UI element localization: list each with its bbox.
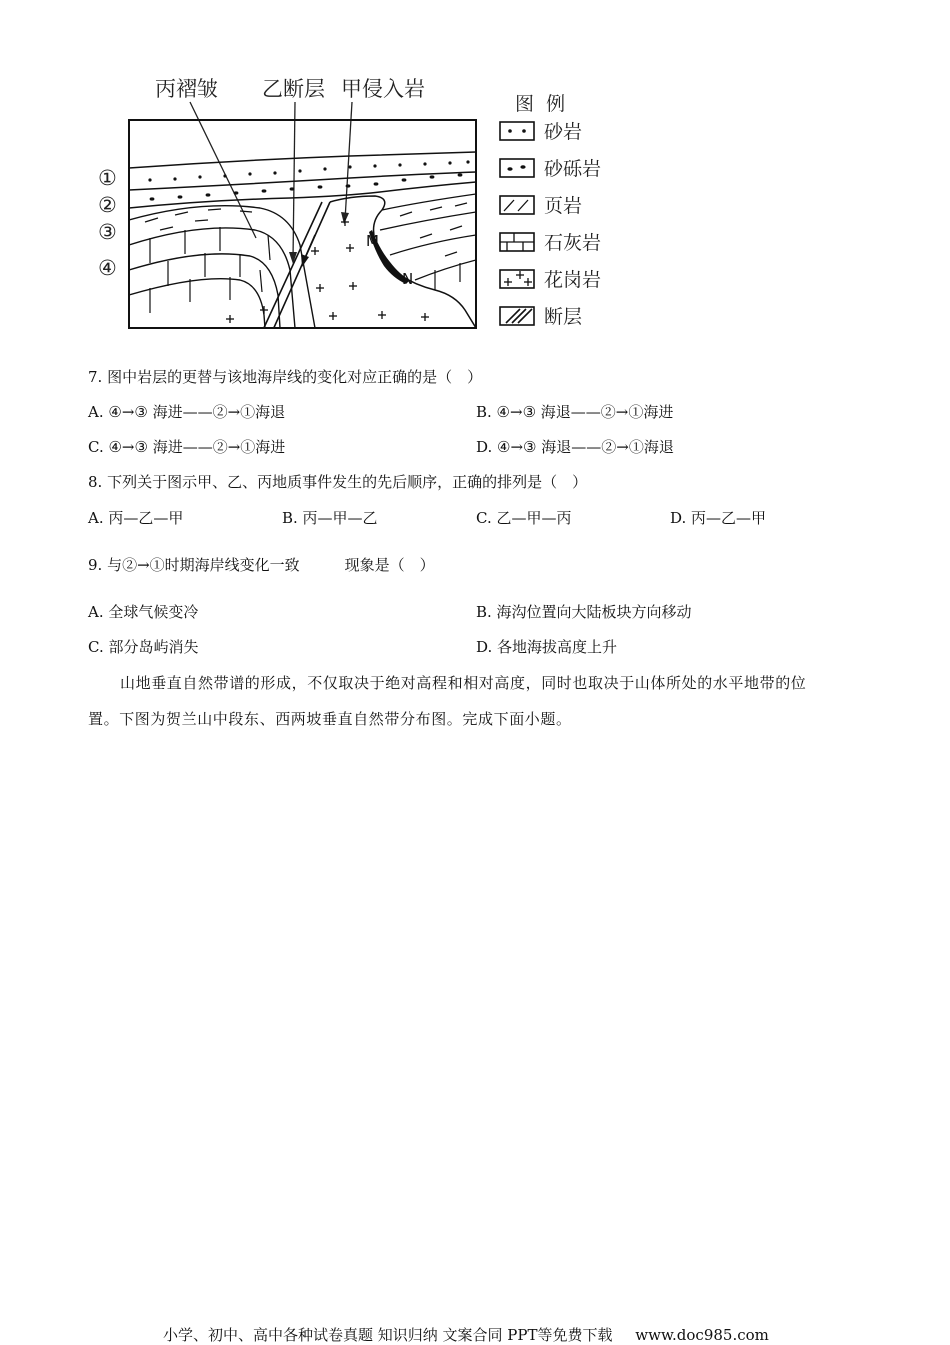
geology-figure xyxy=(90,70,630,340)
question-9-option-b: B. 海沟位置向大陆板块方向移动 xyxy=(476,603,692,621)
cross-section-frame xyxy=(129,120,476,328)
sandstone-pattern-icon xyxy=(500,122,534,140)
legend-title: 图 例 xyxy=(515,93,566,115)
conglomerate-pattern-icon xyxy=(500,159,534,177)
question-7-option-d: D. ④→③ 海退——②→①海退 xyxy=(476,438,674,456)
granite-pattern-icon xyxy=(500,270,534,288)
question-7-option-c: C. ④→③ 海进——②→①海进 xyxy=(88,438,286,456)
question-9-option-d: D. 各地海拔高度上升 xyxy=(476,638,618,656)
legend-label-granite: 花岗岩 xyxy=(544,269,602,291)
layer-number-2: ② xyxy=(98,193,117,217)
question-8-stem: 8. 下列关于图示甲、乙、丙地质事件发生的先后顺序，正确的排列是（ ） xyxy=(88,473,588,491)
question-8-option-d: D. 丙—乙—甲 xyxy=(670,509,767,527)
legend-label-limestone: 石灰岩 xyxy=(544,232,602,254)
legend-label-fault: 断层 xyxy=(544,306,583,328)
fault-pattern-icon xyxy=(500,307,534,325)
question-7-stem: 7. 图中岩层的更替与该地海岸线的变化对应正确的是（ ） xyxy=(88,368,483,386)
question-8-option-c: C. 乙—甲—丙 xyxy=(476,509,572,527)
footer-text: 小学、初中、高中各种试卷真题 知识归纳 文案合同 PPT等免费下载 xyxy=(163,1326,613,1344)
footer xyxy=(163,1324,769,1345)
point-label-m: M xyxy=(366,232,379,250)
layer-number-3: ③ xyxy=(98,220,117,244)
question-8-option-b: B. 丙—甲—乙 xyxy=(282,509,378,527)
legend-label-conglomerate: 砂砾岩 xyxy=(544,158,602,180)
question-7-option-a: A. ④→③ 海进——②→①海退 xyxy=(88,403,286,421)
question-7-option-b: B. ④→③ 海退——②→①海进 xyxy=(476,403,674,421)
question-9-option-a: A. 全球气候变冷 xyxy=(88,603,199,621)
intrusion-label: 甲侵入岩 xyxy=(341,77,425,101)
layer-number-4: ④ xyxy=(98,256,117,280)
intro-paragraph-line-2: 置。下图为贺兰山中段东、西两坡垂直自然带分布图。完成下面小题。 xyxy=(88,710,572,728)
intro-paragraph-line-1: 山地垂直自然带谱的形成，不仅取决于绝对高程和相对高度，同时也取决于山体所处的水平地带的位 xyxy=(120,674,807,692)
footer-url[interactable]: www.doc985.com xyxy=(635,1326,769,1344)
question-9-stem: 9. 与②→①时期海岸线变化一致 现象是（ ） xyxy=(88,556,435,574)
fold-label: 丙褶皱 xyxy=(155,77,218,101)
question-8-option-a: A. 丙—乙—甲 xyxy=(88,509,184,527)
question-9-option-c: C. 部分岛屿消失 xyxy=(88,638,199,656)
fault-label: 乙断层 xyxy=(262,77,325,101)
legend-label-sandstone: 砂岩 xyxy=(544,121,583,143)
layer-number-1: ① xyxy=(98,166,117,190)
point-label-n: N xyxy=(402,270,414,288)
shale-pattern-icon xyxy=(500,196,534,214)
legend-label-shale: 页岩 xyxy=(544,195,583,217)
